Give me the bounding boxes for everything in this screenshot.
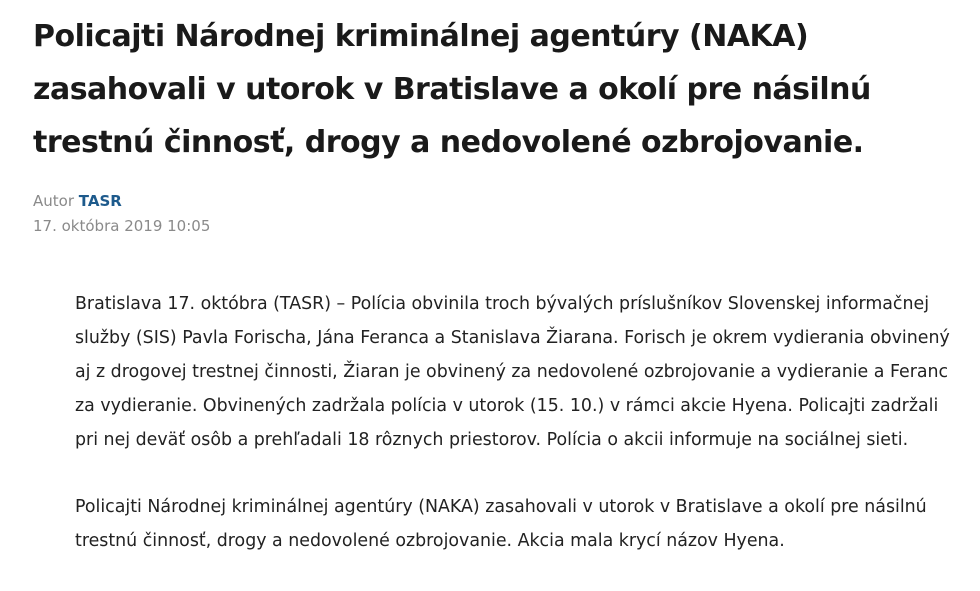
- article-paragraph: Bratislava 17. októbra (TASR) – Polícia obvinila troch bývalých príslušníkov Slovenskej informačnej služby (SIS) Pavla Forischa, Jána Feranca a Stanislava Žiarana. Forisch je okrem vydierania obvinený aj z drogovej trestnej činnosti, Žiaran je obvinený za nedovolené ozbrojovanie a vydieranie a Feranc za vydieranie. Obvinených zadržala polícia v utorok (15. 10.) v rámci akcie Hyena. Policajti zadržali pri nej deväť osôb a prehľadali 18 rôznych priestorov. Polícia o akcii informuje na sociálnej sieti.: [75, 294, 950, 450]
- article-headline: Policajti Národnej kriminálnej agentúry (NAKA) zasahovali v utorok v Bratislave a okolí pre násilnú trestnú činnosť, drogy a nedovolené ozbrojovanie.: [33, 19, 871, 160]
- byline: [33, 189, 210, 239]
- author-link[interactable]: TASR: [78, 192, 122, 210]
- author-prefix: Autor: [33, 192, 74, 210]
- publish-date: 17. októbra 2019 10:05: [33, 217, 211, 235]
- article-body: [75, 287, 965, 591]
- article-paragraph: Policajti Národnej kriminálnej agentúry (NAKA) zasahovali v utorok v Bratislave a okolí pre násilnú trestnú činnosť, drogy a nedovolené ozbrojovanie. Akcia mala krycí názov Hyena.: [75, 497, 927, 551]
